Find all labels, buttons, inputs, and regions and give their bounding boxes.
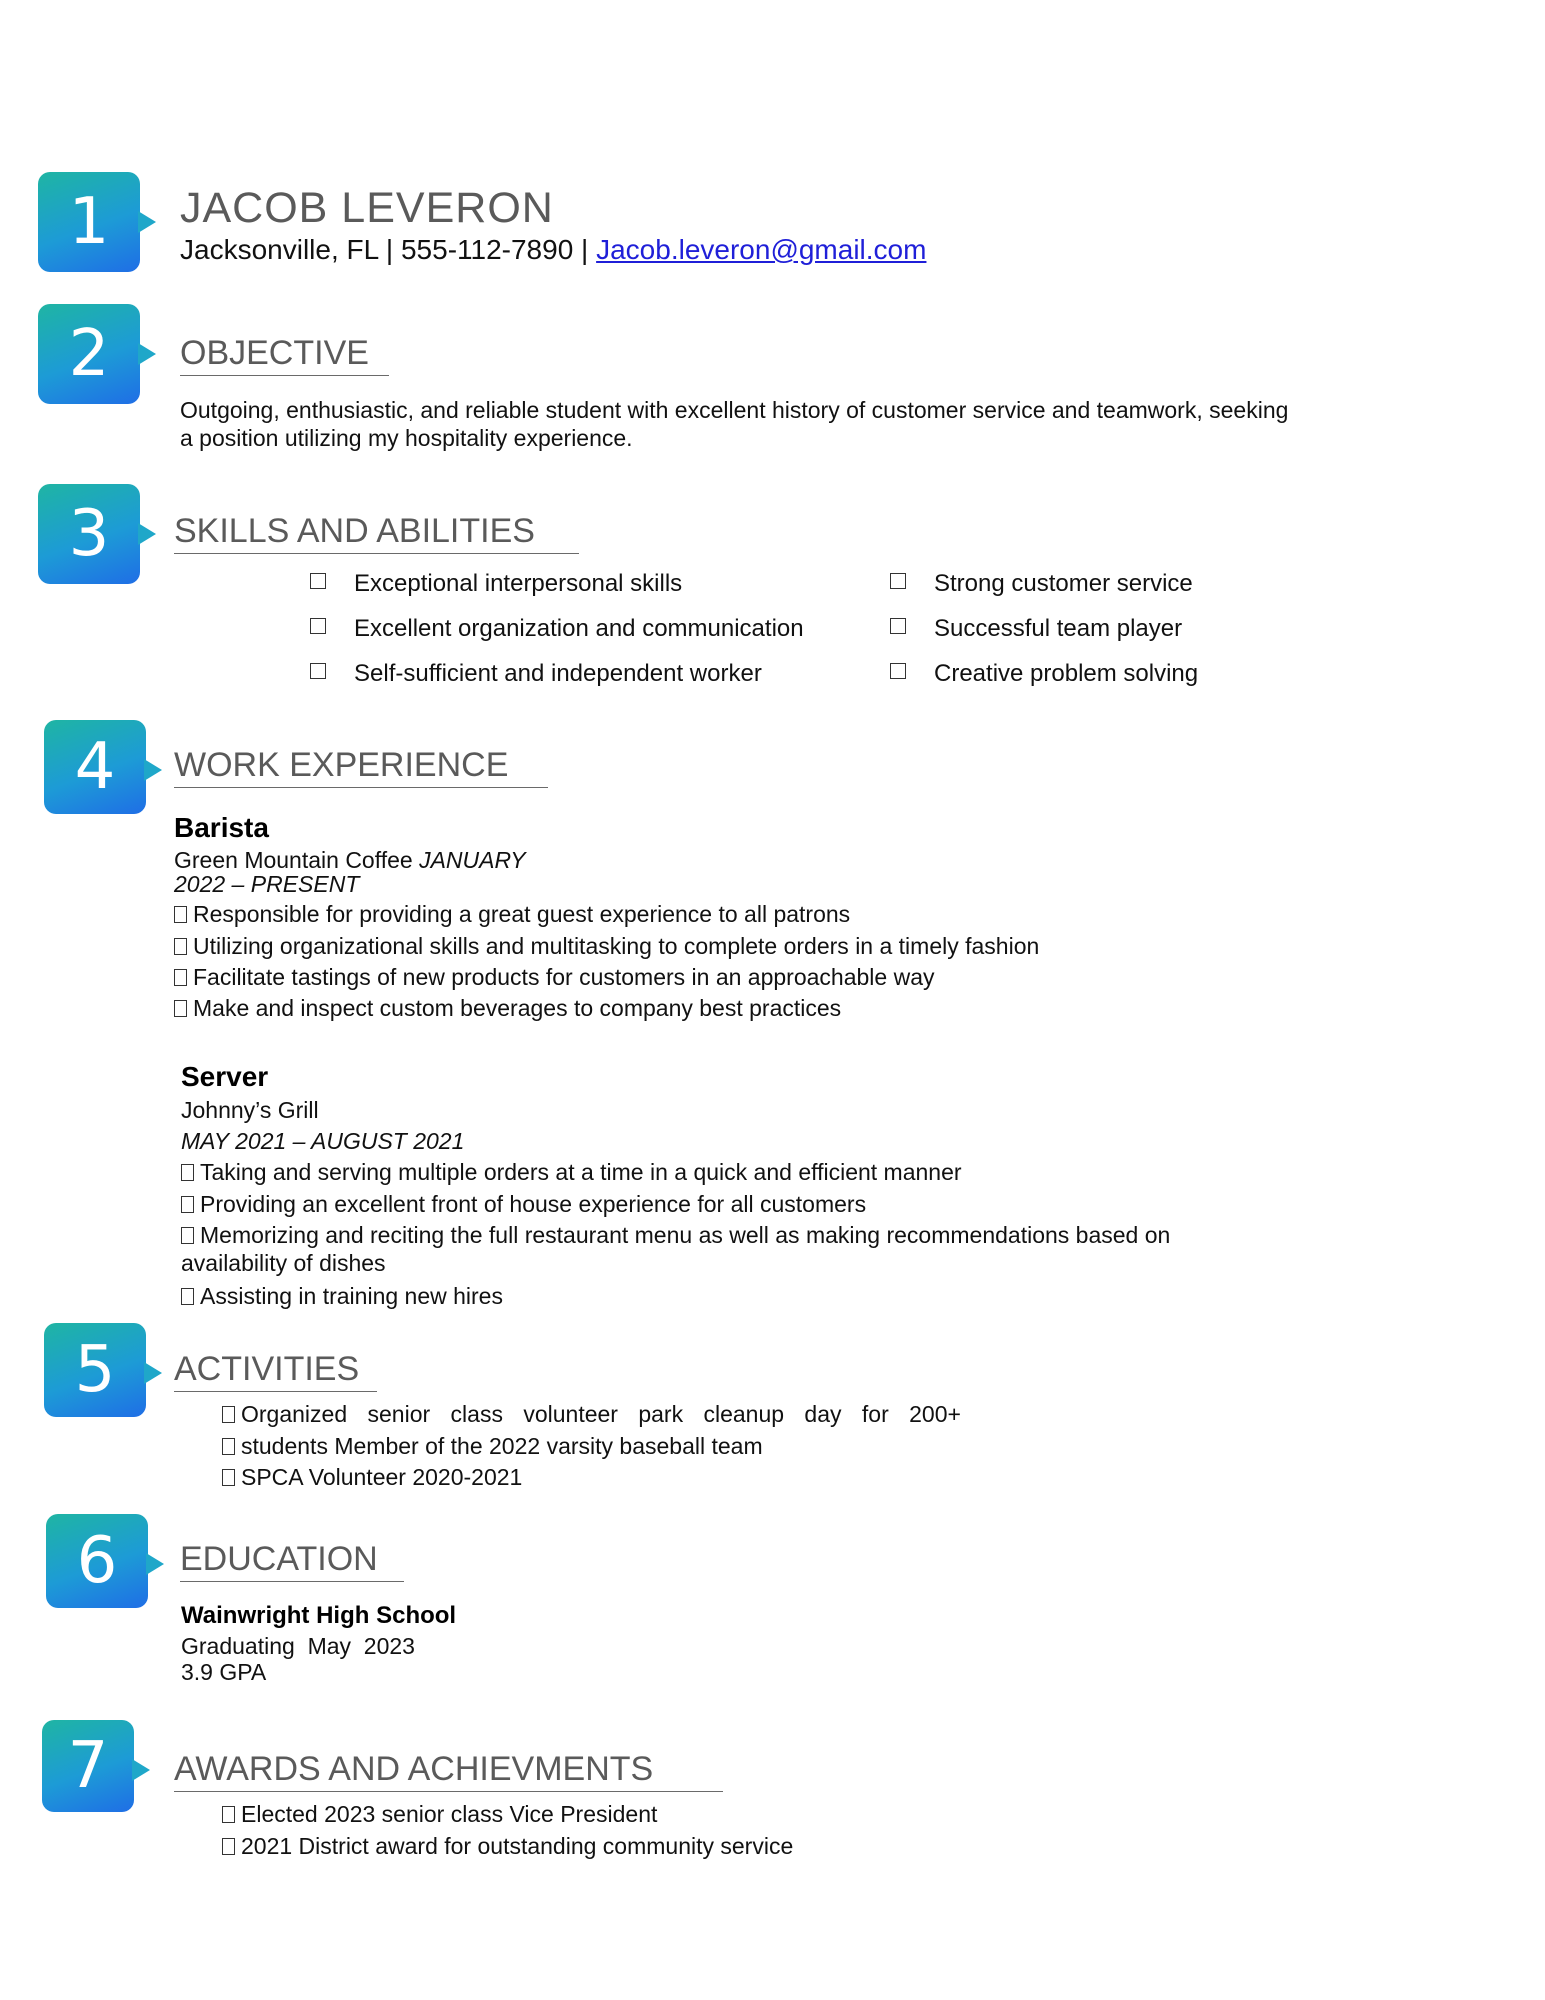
section-badge-5: [44, 1323, 160, 1433]
job-title: Barista: [174, 812, 269, 843]
award-item: Elected 2023 senior class Vice President: [222, 1800, 657, 1829]
activities-heading: ACTIVITIES: [174, 1350, 377, 1392]
badge-arrow-icon: [138, 523, 156, 545]
section-badge-2: [38, 304, 154, 414]
section-badge-7: [42, 1720, 158, 1830]
education-heading: EDUCATION: [180, 1540, 404, 1582]
section-badge-6: [46, 1514, 162, 1624]
bullet-box-icon: [181, 1227, 194, 1244]
activity-item: students Member of the 2022 varsity baseball team: [222, 1432, 763, 1461]
job-bullet-continuation: availability of dishes: [181, 1250, 386, 1276]
skill-item: Strong customer service: [890, 570, 1193, 598]
checkbox-icon: [310, 663, 326, 679]
job-dates: 2022 – PRESENT: [174, 871, 360, 897]
contact-details: Jacksonville, FL | 555-112-7890 |: [180, 234, 589, 265]
award-item: 2021 District award for outstanding community service: [222, 1832, 793, 1861]
skill-item: Self-sufficient and independent worker: [310, 660, 762, 688]
objective-text-line-1: Outgoing, enthusiastic, and reliable student with excellent history of customer service and teamwork, seeking: [180, 397, 1289, 423]
skill-item: Excellent organization and communication: [310, 615, 804, 643]
graduation-date: Graduating May 2023: [181, 1633, 415, 1659]
badge-number: 7: [42, 1720, 134, 1812]
job-bullet: Taking and serving multiple orders at a time in a quick and efficient manner: [181, 1158, 962, 1187]
objective-heading: OBJECTIVE: [180, 334, 389, 376]
badge-number: 6: [46, 1514, 148, 1608]
badge-number: 3: [38, 484, 140, 584]
checkbox-icon: [310, 573, 326, 589]
badge-number: 1: [38, 172, 140, 272]
activity-item: Organized senior class volunteer park cleanup day for 200+: [222, 1400, 961, 1429]
skill-item: Exceptional interpersonal skills: [310, 570, 682, 598]
job-bullet: Assisting in training new hires: [181, 1282, 503, 1311]
badge-arrow-icon: [146, 1553, 164, 1575]
checkbox-icon: [310, 618, 326, 634]
checkbox-icon: [890, 573, 906, 589]
job-bullet: Providing an excellent front of house experience for all customers: [181, 1190, 866, 1219]
badge-number: 5: [44, 1323, 146, 1417]
skills-heading: SKILLS AND ABILITIES: [174, 512, 579, 554]
bullet-box-icon: [222, 1406, 235, 1423]
bullet-box-icon: [174, 969, 187, 986]
badge-arrow-icon: [144, 759, 162, 781]
badge-number: 4: [44, 720, 146, 814]
badge-arrow-icon: [138, 343, 156, 365]
email-link[interactable]: Jacob.leveron@gmail.com: [596, 234, 927, 265]
bullet-box-icon: [174, 1000, 187, 1017]
checkbox-icon: [890, 618, 906, 634]
bullet-box-icon: [174, 906, 187, 923]
checkbox-icon: [890, 663, 906, 679]
badge-arrow-icon: [132, 1759, 150, 1781]
section-badge-4: [44, 720, 160, 830]
gpa: 3.9 GPA: [181, 1659, 267, 1685]
bullet-box-icon: [222, 1438, 235, 1455]
bullet-box-icon: [222, 1806, 235, 1823]
badge-arrow-icon: [144, 1362, 162, 1384]
bullet-box-icon: [222, 1469, 235, 1486]
section-badge-1: [38, 172, 154, 282]
bullet-box-icon: [181, 1164, 194, 1181]
section-badge-3: [38, 484, 154, 594]
job-company: Johnny’s Grill: [181, 1097, 319, 1123]
objective-text-line-2: a position utilizing my hospitality experience.: [180, 425, 633, 451]
bullet-box-icon: [181, 1288, 194, 1305]
job-bullet: Make and inspect custom beverages to company best practices: [174, 994, 841, 1023]
school-name: Wainwright High School: [181, 1602, 457, 1629]
awards-heading: AWARDS AND ACHIEVMENTS: [174, 1750, 723, 1792]
candidate-name: JACOB LEVERON: [180, 184, 554, 232]
activity-item: SPCA Volunteer 2020-2021: [222, 1463, 522, 1492]
contact-line: [180, 234, 926, 266]
job-dates: MAY 2021 – AUGUST 2021: [181, 1128, 465, 1154]
job-bullet: Utilizing organizational skills and multitasking to complete orders in a timely fashion: [174, 932, 1039, 961]
skill-item: Successful team player: [890, 615, 1182, 643]
work-heading: WORK EXPERIENCE: [174, 746, 548, 788]
job-company: Green Mountain Coffee JANUARY: [174, 847, 526, 873]
bullet-box-icon: [181, 1196, 194, 1213]
job-bullet: Facilitate tastings of new products for customers in an approachable way: [174, 963, 935, 992]
bullet-box-icon: [174, 938, 187, 955]
skill-item: Creative problem solving: [890, 660, 1198, 688]
badge-arrow-icon: [138, 211, 156, 233]
bullet-box-icon: [222, 1838, 235, 1855]
badge-number: 2: [38, 304, 140, 404]
job-title: Server: [181, 1061, 269, 1092]
job-bullet: Responsible for providing a great guest experience to all patrons: [174, 900, 850, 929]
job-bullet: Memorizing and reciting the full restaurant menu as well as making recommendations based on: [181, 1221, 1170, 1250]
